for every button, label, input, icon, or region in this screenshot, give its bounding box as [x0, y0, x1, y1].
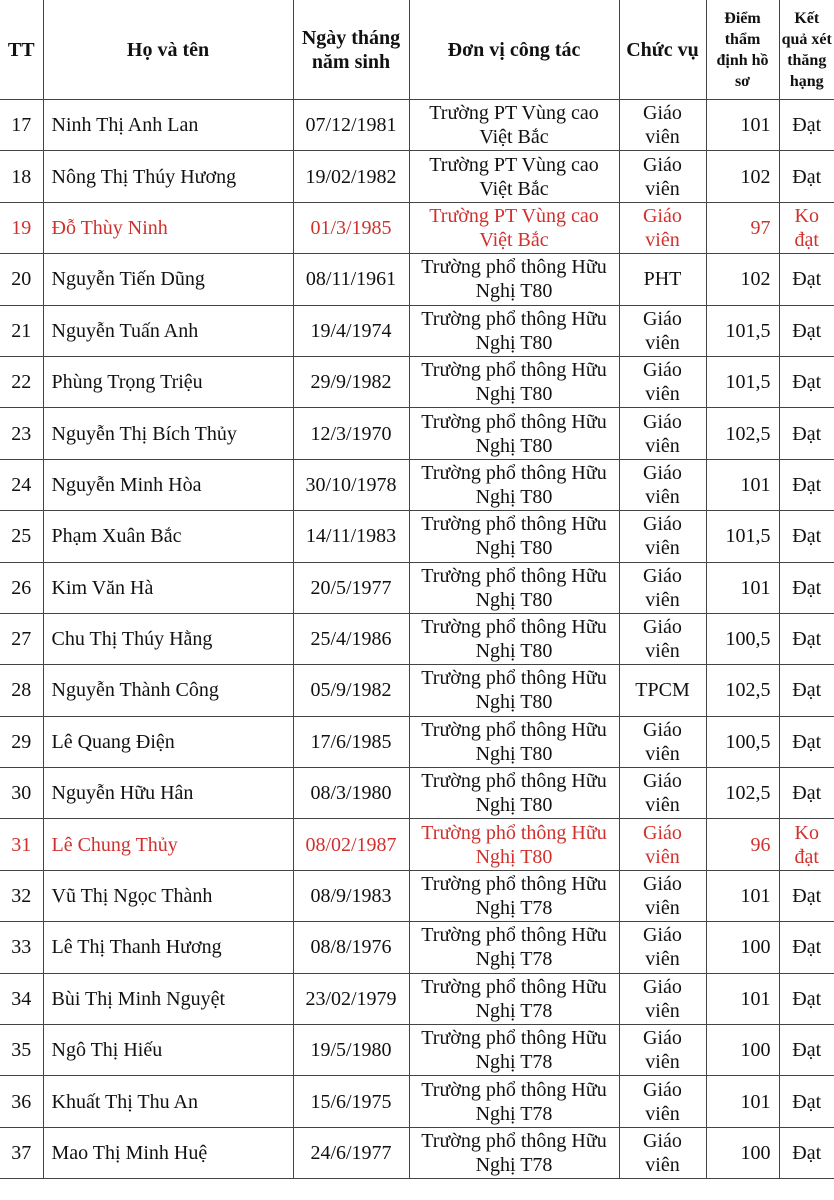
cell-tt: 36: [0, 1076, 43, 1127]
cell-dob: 08/11/1961: [293, 254, 409, 305]
cell-unit: Trường phổ thông Hữu Nghị T80: [409, 819, 619, 870]
cell-score: 101,5: [706, 511, 779, 562]
cell-score: 102,5: [706, 665, 779, 716]
cell-result: Đạt: [779, 356, 834, 407]
cell-tt: 19: [0, 202, 43, 253]
cell-tt: 27: [0, 613, 43, 664]
cell-unit: Trường phổ thông Hữu Nghị T78: [409, 1127, 619, 1178]
cell-tt: 17: [0, 100, 43, 151]
header-position: Chức vụ: [619, 0, 706, 100]
table-row: [0, 870, 834, 921]
cell-dob: 19/5/1980: [293, 1025, 409, 1076]
cell-position: Giáo viên: [619, 716, 706, 767]
cell-result: Đạt: [779, 716, 834, 767]
cell-position: PHT: [619, 254, 706, 305]
cell-name: Phùng Trọng Triệu: [43, 356, 293, 407]
cell-result: Đạt: [779, 151, 834, 202]
cell-position: Giáo viên: [619, 613, 706, 664]
cell-name: Lê Quang Điện: [43, 716, 293, 767]
cell-dob: 15/6/1975: [293, 1076, 409, 1127]
cell-tt: 20: [0, 254, 43, 305]
cell-position: Giáo viên: [619, 922, 706, 973]
cell-unit: Trường phổ thông Hữu Nghị T78: [409, 973, 619, 1024]
cell-score: 100: [706, 1127, 779, 1178]
table-row: [0, 613, 834, 664]
header-result: Kết quả xét thăng hạng: [779, 0, 834, 100]
cell-unit: Trường phổ thông Hữu Nghị T78: [409, 1076, 619, 1127]
cell-score: 97: [706, 202, 779, 253]
cell-name: Lê Thị Thanh Hương: [43, 922, 293, 973]
cell-name: Nông Thị Thúy Hương: [43, 151, 293, 202]
cell-dob: 25/4/1986: [293, 613, 409, 664]
header-tt: TT: [0, 0, 43, 100]
cell-tt: 35: [0, 1025, 43, 1076]
cell-tt: 26: [0, 562, 43, 613]
cell-name: Chu Thị Thúy Hằng: [43, 613, 293, 664]
cell-unit: Trường phổ thông Hữu Nghị T80: [409, 716, 619, 767]
cell-unit: Trường phổ thông Hữu Nghị T80: [409, 305, 619, 356]
table-row: [0, 254, 834, 305]
header-name: Họ và tên: [43, 0, 293, 100]
cell-tt: 23: [0, 408, 43, 459]
cell-result: Đạt: [779, 922, 834, 973]
header-score: Điểm thẩm định hồ sơ: [706, 0, 779, 100]
cell-position: Giáo viên: [619, 202, 706, 253]
table-row: [0, 1076, 834, 1127]
cell-name: Phạm Xuân Bắc: [43, 511, 293, 562]
cell-score: 102: [706, 151, 779, 202]
cell-position: Giáo viên: [619, 511, 706, 562]
cell-result: Đạt: [779, 1127, 834, 1178]
cell-result: Đạt: [779, 305, 834, 356]
cell-name: Nguyễn Hữu Hân: [43, 768, 293, 819]
cell-position: Giáo viên: [619, 973, 706, 1024]
cell-dob: 01/3/1985: [293, 202, 409, 253]
cell-unit: Trường PT Vùng cao Việt Bắc: [409, 202, 619, 253]
cell-result: Đạt: [779, 254, 834, 305]
cell-dob: 20/5/1977: [293, 562, 409, 613]
header-dob: Ngày tháng năm sinh: [293, 0, 409, 100]
table-row: [0, 1127, 834, 1178]
cell-result: Ko đạt: [779, 819, 834, 870]
cell-name: Vũ Thị Ngọc Thành: [43, 870, 293, 921]
cell-dob: 08/02/1987: [293, 819, 409, 870]
cell-position: Giáo viên: [619, 408, 706, 459]
cell-tt: 31: [0, 819, 43, 870]
cell-score: 100: [706, 1025, 779, 1076]
cell-score: 100,5: [706, 613, 779, 664]
cell-position: Giáo viên: [619, 459, 706, 510]
cell-name: Nguyễn Minh Hòa: [43, 459, 293, 510]
table-row: [0, 819, 834, 870]
cell-dob: 24/6/1977: [293, 1127, 409, 1178]
table-row: [0, 356, 834, 407]
cell-position: TPCM: [619, 665, 706, 716]
cell-position: Giáo viên: [619, 305, 706, 356]
cell-score: 96: [706, 819, 779, 870]
cell-score: 102: [706, 254, 779, 305]
table-row: [0, 151, 834, 202]
cell-name: Mao Thị Minh Huệ: [43, 1127, 293, 1178]
cell-dob: 08/3/1980: [293, 768, 409, 819]
table-row: [0, 459, 834, 510]
cell-name: Nguyễn Thị Bích Thủy: [43, 408, 293, 459]
cell-dob: 12/3/1970: [293, 408, 409, 459]
cell-dob: 05/9/1982: [293, 665, 409, 716]
table-row: [0, 202, 834, 253]
cell-score: 101,5: [706, 356, 779, 407]
cell-unit: Trường phổ thông Hữu Nghị T80: [409, 511, 619, 562]
table-row: [0, 562, 834, 613]
table-row: [0, 922, 834, 973]
cell-tt: 28: [0, 665, 43, 716]
header-unit: Đơn vị công tác: [409, 0, 619, 100]
cell-name: Ninh Thị Anh Lan: [43, 100, 293, 151]
cell-name: Bùi Thị Minh Nguyệt: [43, 973, 293, 1024]
table-row: [0, 716, 834, 767]
cell-score: 102,5: [706, 768, 779, 819]
table-row: [0, 768, 834, 819]
cell-result: Đạt: [779, 408, 834, 459]
cell-score: 102,5: [706, 408, 779, 459]
cell-dob: 19/02/1982: [293, 151, 409, 202]
cell-dob: 08/8/1976: [293, 922, 409, 973]
cell-tt: 25: [0, 511, 43, 562]
cell-position: Giáo viên: [619, 1076, 706, 1127]
cell-unit: Trường PT Vùng cao Việt Bắc: [409, 151, 619, 202]
cell-tt: 32: [0, 870, 43, 921]
cell-result: Đạt: [779, 459, 834, 510]
cell-score: 101: [706, 870, 779, 921]
cell-name: Nguyễn Tiến Dũng: [43, 254, 293, 305]
cell-result: Đạt: [779, 562, 834, 613]
cell-position: Giáo viên: [619, 100, 706, 151]
cell-dob: 23/02/1979: [293, 973, 409, 1024]
cell-position: Giáo viên: [619, 1025, 706, 1076]
cell-result: Đạt: [779, 613, 834, 664]
cell-unit: Trường phổ thông Hữu Nghị T80: [409, 613, 619, 664]
cell-dob: 17/6/1985: [293, 716, 409, 767]
cell-unit: Trường phổ thông Hữu Nghị T78: [409, 922, 619, 973]
cell-position: Giáo viên: [619, 768, 706, 819]
cell-unit: Trường phổ thông Hữu Nghị T80: [409, 562, 619, 613]
cell-tt: 24: [0, 459, 43, 510]
table-row: [0, 511, 834, 562]
cell-position: Giáo viên: [619, 151, 706, 202]
cell-result: Đạt: [779, 870, 834, 921]
table-row: [0, 1025, 834, 1076]
cell-dob: 08/9/1983: [293, 870, 409, 921]
cell-unit: Trường phổ thông Hữu Nghị T80: [409, 356, 619, 407]
cell-unit: Trường phổ thông Hữu Nghị T78: [409, 1025, 619, 1076]
cell-result: Đạt: [779, 100, 834, 151]
cell-unit: Trường phổ thông Hữu Nghị T80: [409, 665, 619, 716]
table-row: [0, 973, 834, 1024]
cell-position: Giáo viên: [619, 356, 706, 407]
cell-position: Giáo viên: [619, 870, 706, 921]
cell-name: Đỗ Thùy Ninh: [43, 202, 293, 253]
cell-score: 101: [706, 100, 779, 151]
table-row: [0, 665, 834, 716]
cell-result: Đạt: [779, 1025, 834, 1076]
cell-result: Ko đạt: [779, 202, 834, 253]
cell-name: Lê Chung Thủy: [43, 819, 293, 870]
cell-tt: 18: [0, 151, 43, 202]
cell-name: Ngô Thị Hiếu: [43, 1025, 293, 1076]
cell-result: Đạt: [779, 768, 834, 819]
cell-score: 101: [706, 459, 779, 510]
cell-name: Khuất Thị Thu An: [43, 1076, 293, 1127]
cell-position: Giáo viên: [619, 562, 706, 613]
cell-score: 100: [706, 922, 779, 973]
cell-dob: 19/4/1974: [293, 305, 409, 356]
cell-tt: 29: [0, 716, 43, 767]
cell-tt: 37: [0, 1127, 43, 1178]
cell-unit: Trường phổ thông Hữu Nghị T80: [409, 768, 619, 819]
cell-tt: 34: [0, 973, 43, 1024]
header-row: [0, 0, 834, 100]
cell-dob: 29/9/1982: [293, 356, 409, 407]
cell-name: Kim Văn Hà: [43, 562, 293, 613]
cell-dob: 07/12/1981: [293, 100, 409, 151]
cell-unit: Trường phổ thông Hữu Nghị T78: [409, 870, 619, 921]
cell-unit: Trường phổ thông Hữu Nghị T80: [409, 459, 619, 510]
cell-score: 101: [706, 562, 779, 613]
cell-score: 101,5: [706, 305, 779, 356]
cell-unit: Trường phổ thông Hữu Nghị T80: [409, 254, 619, 305]
cell-result: Đạt: [779, 665, 834, 716]
cell-name: Nguyễn Tuấn Anh: [43, 305, 293, 356]
cell-tt: 30: [0, 768, 43, 819]
cell-unit: Trường phổ thông Hữu Nghị T80: [409, 408, 619, 459]
cell-dob: 30/10/1978: [293, 459, 409, 510]
cell-tt: 22: [0, 356, 43, 407]
cell-result: Đạt: [779, 1076, 834, 1127]
table-row: [0, 408, 834, 459]
cell-unit: Trường PT Vùng cao Việt Bắc: [409, 100, 619, 151]
cell-result: Đạt: [779, 511, 834, 562]
table-row: [0, 100, 834, 151]
cell-result: Đạt: [779, 973, 834, 1024]
cell-score: 101: [706, 973, 779, 1024]
cell-score: 101: [706, 1076, 779, 1127]
cell-position: Giáo viên: [619, 819, 706, 870]
cell-tt: 21: [0, 305, 43, 356]
cell-name: Nguyễn Thành Công: [43, 665, 293, 716]
cell-dob: 14/11/1983: [293, 511, 409, 562]
cell-position: Giáo viên: [619, 1127, 706, 1178]
table-row: [0, 305, 834, 356]
cell-tt: 33: [0, 922, 43, 973]
cell-score: 100,5: [706, 716, 779, 767]
